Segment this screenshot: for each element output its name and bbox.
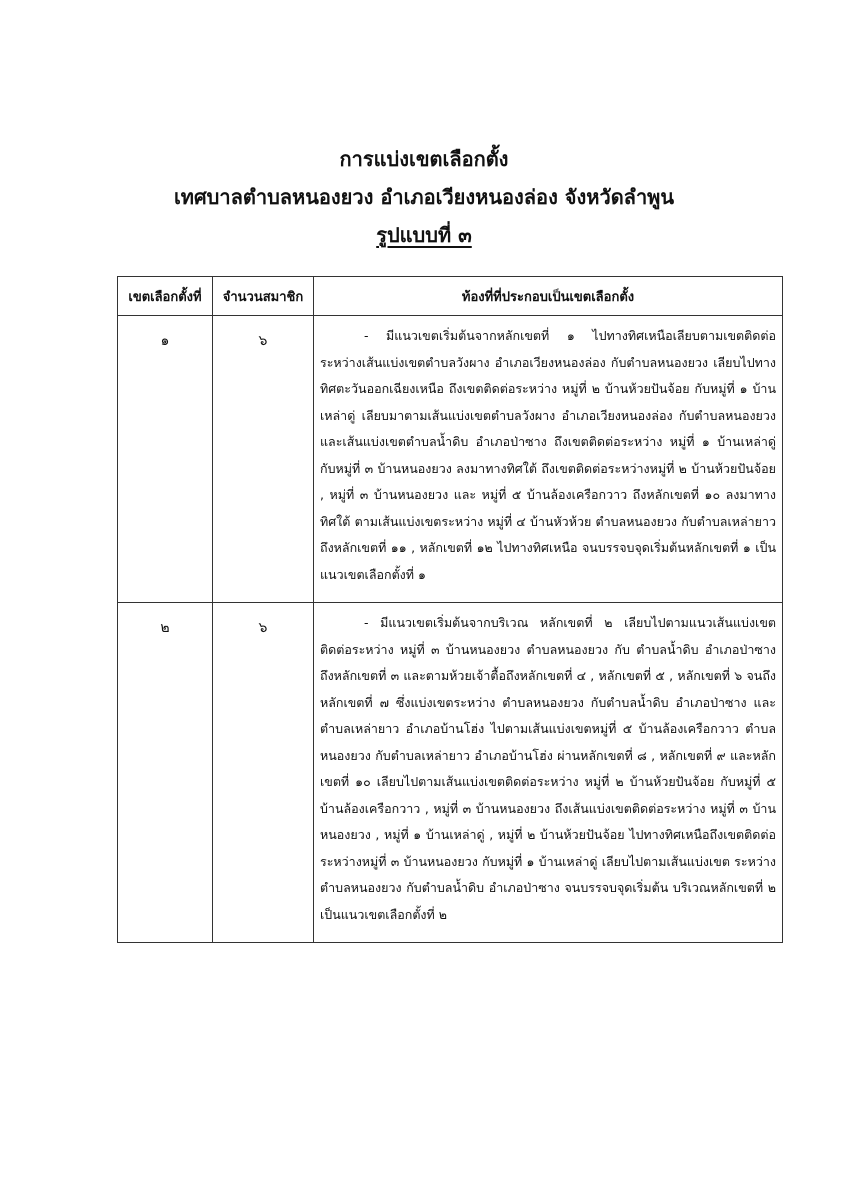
zone-number: ๑: [118, 316, 213, 603]
member-count: ๖: [213, 316, 314, 603]
electoral-zone-table: [117, 276, 783, 943]
zone-number: ๒: [118, 603, 213, 943]
zone-description-cell: [314, 316, 783, 603]
column-header-area: ท้องที่ที่ประกอบเป็นเขตเลือกตั้ง: [314, 277, 783, 316]
zone-description-cell: [314, 603, 783, 943]
column-header-members: จำนวนสมาชิก: [213, 277, 314, 316]
format-label: รูปแบบที่ ๓: [376, 223, 472, 247]
column-header-zone: เขตเลือกตั้งที่: [118, 277, 213, 316]
member-count: ๖: [213, 603, 314, 943]
zone-description: - มีแนวเขตเริ่มต้นจากหลักเขตที่ ๑ ไปทางทิศเหนือเลียบตามเขตติดต่อระหว่างเส้นแบ่งเขตตำบลวังผาง อำเภอเวียงหนองล่อง กับตำบลหนองยวง เลียบไปทางทิศตะวันออกเฉียงเหนือ ถึงเขตติดต่อระหว่าง หมู่ที่ ๒ บ้านห้วยปันจ้อย กับหมู่ที่ ๑ บ้านเหล่าดู่ เลียบมาตามเส้นแบ่งเขตตำบลวังผาง อำเภอเวียงหนองล่อง กับตำบลหนองยวง และเส้นแบ่งเขตตำบลน้ำดิบ อำเภอป่าซาง ถึงเขตติดต่อระหว่าง หมู่ที่ ๑ บ้านเหล่าดู่ กับหมู่ที่ ๓ บ้านหนองยวง ลงมาทางทิศใต้ ถึงเขตติดต่อระหว่างหมู่ที่ ๒ บ้านห้วยปันจ้อย , หมู่ที่ ๓ บ้านหนองยวง และ หมู่ที่ ๕ บ้านล้องเครือกวาว ถึงหลักเขตที่ ๑๐ ลงมาทางทิศใต้ ตามเส้นแบ่งเขตระหว่าง หมู่ที่ ๔ บ้านหัวห้วย ตำบลหนองยวง กับตำบลเหล่ายาว ถึงหลักเขตที่ ๑๑ , หลักเขตที่ ๑๒ ไปทางทิศเหนือ จนบรรจบจุดเริ่มต้นหลักเขตที่ ๑ เป็นแนวเขตเลือกตั้งที่ ๑: [320, 328, 776, 582]
page-subtitle: เทศบาลตำบลหนองยวง อำเภอเวียงหนองล่อง จังหวัดลำพูน: [173, 185, 675, 209]
table-row: [118, 603, 783, 943]
table-header-row: [118, 277, 783, 316]
zone-description: - มีแนวเขตเริ่มต้นจากบริเวณ หลักเขตที่ ๒ เลียบไปตามแนวเส้นแบ่งเขตติดต่อระหว่าง หมู่ที่ ๓ บ้านหนองยวง ตำบลหนองยวง กับ ตำบลน้ำดิบ อำเภอป่าซาง ถึงหลักเขตที่ ๓ และตามห้วยเจ้าตื้อถึงหลักเขตที่ ๔ , หลักเขตที่ ๕ , หลักเขตที่ ๖ จนถึงหลักเขตที่ ๗ ซึ่งแบ่งเขตระหว่าง ตำบลหนองยวง กับตำบลน้ำดิบ อำเภอป่าซาง และตำบลเหล่ายาว อำเภอบ้านโฮ่ง ไปตามเส้นแบ่งเขตหมู่ที่ ๕ บ้านล้องเครือกวาว ตำบลหนองยวง กับตำบลเหล่ายาว อำเภอบ้านโฮ่ง ผ่านหลักเขตที่ ๘ , หลักเขตที่ ๙ และหลักเขตที่ ๑๐ เลียบไปตามเส้นแบ่งเขตติดต่อระหว่าง หมู่ที่ ๒ บ้านห้วยปันจ้อย กับหมู่ที่ ๕ บ้านล้องเครือกวาว , หมู่ที่ ๓ บ้านหนองยวง ถึงเส้นแบ่งเขตติดต่อระหว่าง หมู่ที่ ๓ บ้านหนองยวง , หมู่ที่ ๑ บ้านเหล่าดู่ , หมู่ที่ ๒ บ้านห้วยปันจ้อย ไปทางทิศเหนือถึงเขตติดต่อระหว่างหมู่ที่ ๓ บ้านหนองยวง กับหมู่ที่ ๑ บ้านเหล่าดู่ เลียบไปตามเส้นแบ่งเขต ระหว่าง ตำบลหนองยวง กับตำบลน้ำดิบ อำเภอป่าซาง จนบรรจบจุดเริ่มต้น บริเวณหลักเขตที่ ๒ เป็นแนวเขตเลือกตั้งที่ ๒: [320, 615, 776, 922]
page-title: การแบ่งเขตเลือกตั้ง: [339, 147, 509, 171]
document-header: [0, 140, 848, 254]
table-row: [118, 316, 783, 603]
